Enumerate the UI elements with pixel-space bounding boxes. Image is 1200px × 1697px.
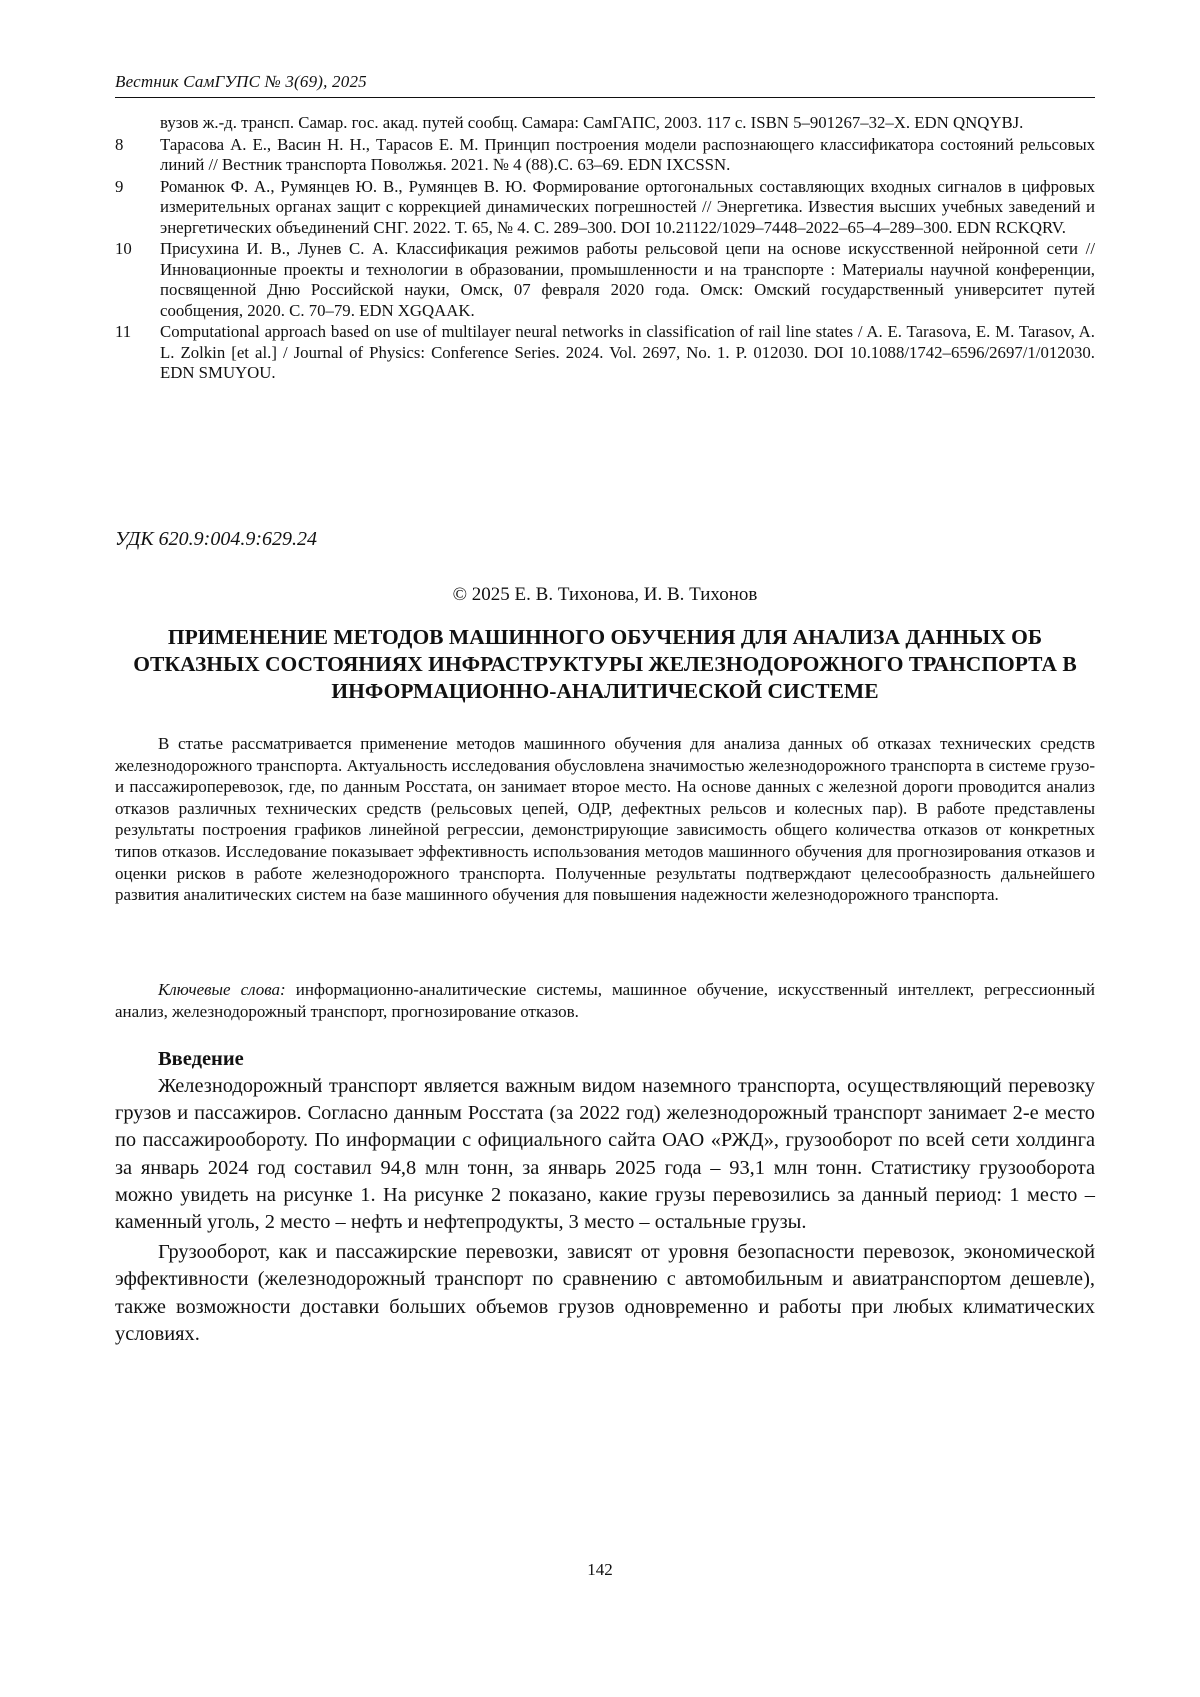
reference-number: 8 (115, 134, 124, 154)
keywords-label: Ключевые слова: (158, 980, 286, 999)
reference-item (115, 113, 1095, 134)
reference-number: 11 (115, 322, 132, 341)
reference-text: Присухина И. В., Лунев С. А. Классификация режимов работы рельсовой цепи на основе искусственной нейронной сети // Инновационные проекты и технологии в образовании, промышленности и на транспорте : Материалы научной конференции, посвященной Дню Российской науки, Омск, 07 февраля 2020 года. Омск: Омский государственный университет путей сообщения, 2020. С. 70–79. EDN XGQAAK. (160, 239, 1095, 320)
article-abstract: В статье рассматривается применение методов машинного обучения для анализа данных об отказах технических средств железнодорожного транспорта. Актуальность исследования обусловлена значимостью железнодорожного транспорта в системе грузо- и пассажироперевозок, где, по данным Росстата, он занимает второе место. На основе данных с железной дороги проводится анализ отказов различных технических средств (рельсовых цепей, ОДР, дефектных рельсов и колесных пар). В работе представлены результаты построения графиков линейной регрессии, демонстрирующие зависимость общего количества отказов от конкретных типов отказов. Исследование показывает эффективность использования методов машинного обучения для прогнозирования отказов и оценки рисков в работе железнодорожного транспорта. Полученные результаты подтверждают целесообразность дальнейшего развития аналитических систем на базе машинного обучения для повышения надежности железнодорожного транспорта. (115, 734, 1095, 905)
article-keywords (115, 979, 1095, 1023)
reference-item (115, 135, 1095, 176)
running-header: Вестник СамГУПС № 3(69), 2025 (115, 72, 367, 91)
body-paragraph: Грузооборот, как и пассажирские перевозки, зависят от уровня безопасности перевозок, экономической эффективности (железнодорожный транспорт по сравнению с автомобильным и авиатранспортом дешевле), также возможности доставки больших объемов грузов одновременно и работы при любых климатических условиях. (115, 1241, 1095, 1345)
reference-text: вузов ж.-д. трансп. Самар. гос. акад. путей сообщ. Самара: СамГАПС, 2003. 117 с. ISBN 5–901267–32–X. EDN QNQYBJ. (160, 113, 1024, 132)
reference-list (115, 113, 1095, 385)
article-authors: © 2025 Е. В. Тихонова, И. В. Тихонов (452, 584, 758, 605)
keywords-text: информационно-аналитические системы, машинное обучение, искусственный интеллект, регрессионный анализ, железнодорожный транспорт, прогнозирование отказов. (115, 980, 1095, 1021)
body-paragraph: Железнодорожный транспорт является важным видом наземного транспорта, осуществляющий перевозку грузов и пассажиров. Согласно данным Росстата (за 2022 год) железнодорожный транспорт занимает 2-е место по пассажирообороту. По информации с официального сайта ОАО «РЖД», грузооборот по всей сети холдинга за январь 2024 год составил 94,8 млн тонн, за январь 2025 года – 93,1 млн тонн. Статистику грузооборота можно увидеть на рисунке 1. На рисунке 2 показано, какие грузы перевозились за данный период: 1 место – каменный уголь, 2 место – нефть и нефтепродукты, 3 место – остальные грузы. (115, 1075, 1095, 1234)
reference-text: Романюк Ф. А., Румянцев Ю. В., Румянцев В. Ю. Формирование ортогональных составляющих входных сигналов в цифровых измерительных органах защит с коррекцией динамических погрешностей // Энергетика. Известия высших учебных заведений и энергетических объединений СНГ. 2022. Т. 65, № 4. С. 289–300. DOI 10.21122/1029–7448–2022–65–4–289–300. EDN RCKQRV. (160, 176, 1095, 237)
page-number: 142 (587, 1560, 613, 1579)
reference-item (115, 177, 1095, 239)
article-title: ПРИМЕНЕНИЕ МЕТОДОВ МАШИННОГО ОБУЧЕНИЯ ДЛЯ АНАЛИЗА ДАННЫХ ОБ ОТКАЗНЫХ СОСТОЯНИЯХ ИНФРАСТРУКТУРЫ ЖЕЛЕЗНОДОРОЖНОГО ТРАНСПОРТА В ИНФОРМАЦИОННО-АНАЛИТИЧЕСКОЙ СИСТЕМЕ (133, 625, 1077, 703)
reference-item (115, 322, 1095, 384)
reference-text: Computational approach based on use of multilayer neural networks in classification of rail line states / A. E. Tarasova, E. M. Tarasov, A. L. Zolkin [et al.] / Journal of Physics: Conference Series. 2024. Vol. 2697, No. 1. P. 012030. DOI 10.1088/1742–6596/2697/1/012030. EDN SMUYOU. (160, 322, 1095, 382)
header-divider (115, 97, 1095, 98)
reference-number: 10 (115, 239, 132, 258)
udk-code: УДК 620.9:004.9:629.24 (115, 528, 317, 550)
reference-text: Тарасова А. Е., Васин Н. Н., Тарасов Е. М. Принцип построения модели распознающего классификатора состояний рельсовых линий // Вестник транспорта Поволжья. 2021. № 4 (88).С. 63–69. EDN IXCSSN. (160, 134, 1095, 174)
section-body (115, 1073, 1095, 1351)
reference-item (115, 239, 1095, 321)
reference-number: 9 (115, 176, 124, 196)
section-heading: Введение (158, 1048, 244, 1070)
